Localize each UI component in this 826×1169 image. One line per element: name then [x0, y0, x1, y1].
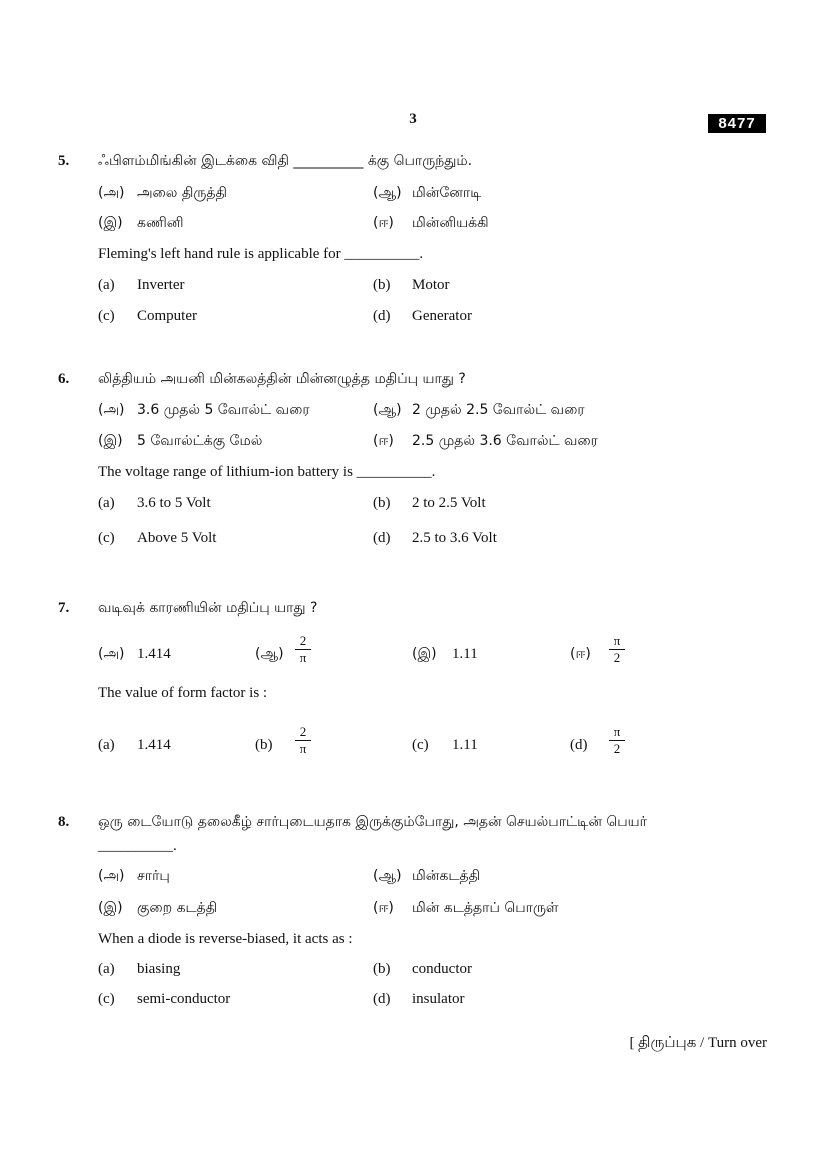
fraction-pi-over-two — [609, 633, 625, 665]
option-text: Above 5 Volt — [137, 530, 217, 546]
option-label: (d) — [570, 737, 588, 753]
fraction-numerator: π — [609, 633, 625, 650]
option-label: (ஈ) — [373, 900, 394, 916]
question-number: 7. — [58, 600, 70, 616]
option-text: Generator — [412, 308, 472, 324]
question-text-tamil-blank: __________. — [98, 838, 177, 854]
option-text: குறை கடத்தி — [137, 900, 218, 916]
option-label: (d) — [373, 991, 391, 1007]
option-label: (b) — [255, 737, 273, 753]
option-label: (ஆ) — [373, 185, 402, 201]
option-label: (d) — [373, 308, 391, 324]
option-label: (b) — [373, 961, 391, 977]
option-text: Motor — [412, 277, 450, 293]
option-text: 3.6 to 5 Volt — [137, 495, 211, 511]
option-label: (இ) — [412, 646, 437, 662]
page-number: 3 — [409, 111, 417, 127]
fraction-pi-over-two — [609, 724, 625, 756]
option-label: (இ) — [98, 900, 123, 916]
question-text-tamil: லித்தியம் அயனி மின்கலத்தின் மின்னழுத்த மதிப்பு யாது ? — [98, 371, 466, 387]
option-text: biasing — [137, 961, 181, 977]
option-label: (d) — [373, 530, 391, 546]
question-text-tamil: வடிவுக் காரணியின் மதிப்பு யாது ? — [98, 600, 318, 616]
option-label: (b) — [373, 495, 391, 511]
option-label: (c) — [412, 737, 429, 753]
fraction-numerator: 2 — [295, 724, 311, 741]
option-label: (c) — [98, 308, 115, 324]
fraction-two-over-pi — [295, 724, 311, 756]
question-number: 8. — [58, 814, 70, 830]
option-label: (இ) — [98, 215, 123, 231]
option-text: insulator — [412, 991, 465, 1007]
option-label: (a) — [98, 961, 115, 977]
option-text: 3.6 முதல் 5 வோல்ட் வரை — [137, 402, 310, 418]
option-text: மின்னோடி — [412, 185, 482, 201]
question-text-english: When a diode is reverse-biased, it acts as : — [98, 931, 353, 947]
option-text: conductor — [412, 961, 472, 977]
fraction-denominator: π — [299, 741, 307, 756]
option-label: (b) — [373, 277, 391, 293]
option-label: (இ) — [98, 433, 123, 449]
option-label: (ஈ) — [373, 433, 394, 449]
option-label: (அ) — [98, 185, 125, 201]
fraction-denominator: π — [299, 650, 307, 665]
fraction-numerator: π — [609, 724, 625, 741]
option-text: 1.11 — [452, 646, 478, 662]
fraction-two-over-pi — [295, 633, 311, 665]
option-text: Computer — [137, 308, 197, 324]
question-text-tamil: ஒரு டையோடு தலைகீழ் சார்புடையதாக இருக்கும்போது, அதன் செயல்பாட்டின் பெயர் — [98, 814, 647, 830]
option-label: (ஈ) — [373, 215, 394, 231]
question-text-english: The voltage range of lithium-ion battery is __________. — [98, 464, 436, 480]
option-text: கணினி — [137, 215, 184, 231]
option-label: (ஆ) — [255, 646, 284, 662]
option-label: (ஆ) — [373, 868, 402, 884]
option-label: (ஈ) — [570, 646, 591, 662]
question-text-tamil: ஃபிளம்மிங்கின் இடக்கை விதி __________ க்கு பொருந்தும். — [98, 153, 473, 169]
option-label: (அ) — [98, 646, 125, 662]
fraction-denominator: 2 — [613, 650, 621, 665]
option-text: மின் கடத்தாப் பொருள் — [412, 900, 559, 916]
question-text-english: The value of form factor is : — [98, 685, 268, 701]
option-text: 5 வோல்ட்க்கு மேல் — [137, 433, 263, 449]
option-text: சார்பு — [137, 868, 170, 884]
option-label: (அ) — [98, 868, 125, 884]
option-text: 2.5 முதல் 3.6 வோல்ட் வரை — [412, 433, 598, 449]
option-label: (c) — [98, 991, 115, 1007]
fraction-denominator: 2 — [613, 741, 621, 756]
option-text: 1.414 — [137, 646, 171, 662]
option-label: (a) — [98, 495, 115, 511]
turn-over-note: [ திருப்புக / Turn over — [629, 1035, 767, 1051]
option-text: 2.5 to 3.6 Volt — [412, 530, 497, 546]
option-text: அலை திருத்தி — [137, 185, 227, 201]
option-text: Inverter — [137, 277, 185, 293]
option-label: (a) — [98, 277, 115, 293]
question-text-english: Fleming's left hand rule is applicable for __________. — [98, 246, 424, 262]
option-label: (ஆ) — [373, 402, 402, 418]
fraction-numerator: 2 — [295, 633, 311, 650]
option-text: semi-conductor — [137, 991, 231, 1007]
option-text: 1.414 — [137, 737, 171, 753]
option-text: 1.11 — [452, 737, 478, 753]
option-text: 2 to 2.5 Volt — [412, 495, 486, 511]
option-label: (a) — [98, 737, 115, 753]
option-label: (அ) — [98, 402, 125, 418]
option-text: 2 முதல் 2.5 வோல்ட் வரை — [412, 402, 585, 418]
paper-code-badge: 8477 — [708, 114, 766, 133]
option-text: மின்னியக்கி — [412, 215, 489, 231]
question-number: 6. — [58, 371, 70, 387]
option-text: மின்கடத்தி — [412, 868, 481, 884]
option-label: (c) — [98, 530, 115, 546]
question-number: 5. — [58, 153, 70, 169]
